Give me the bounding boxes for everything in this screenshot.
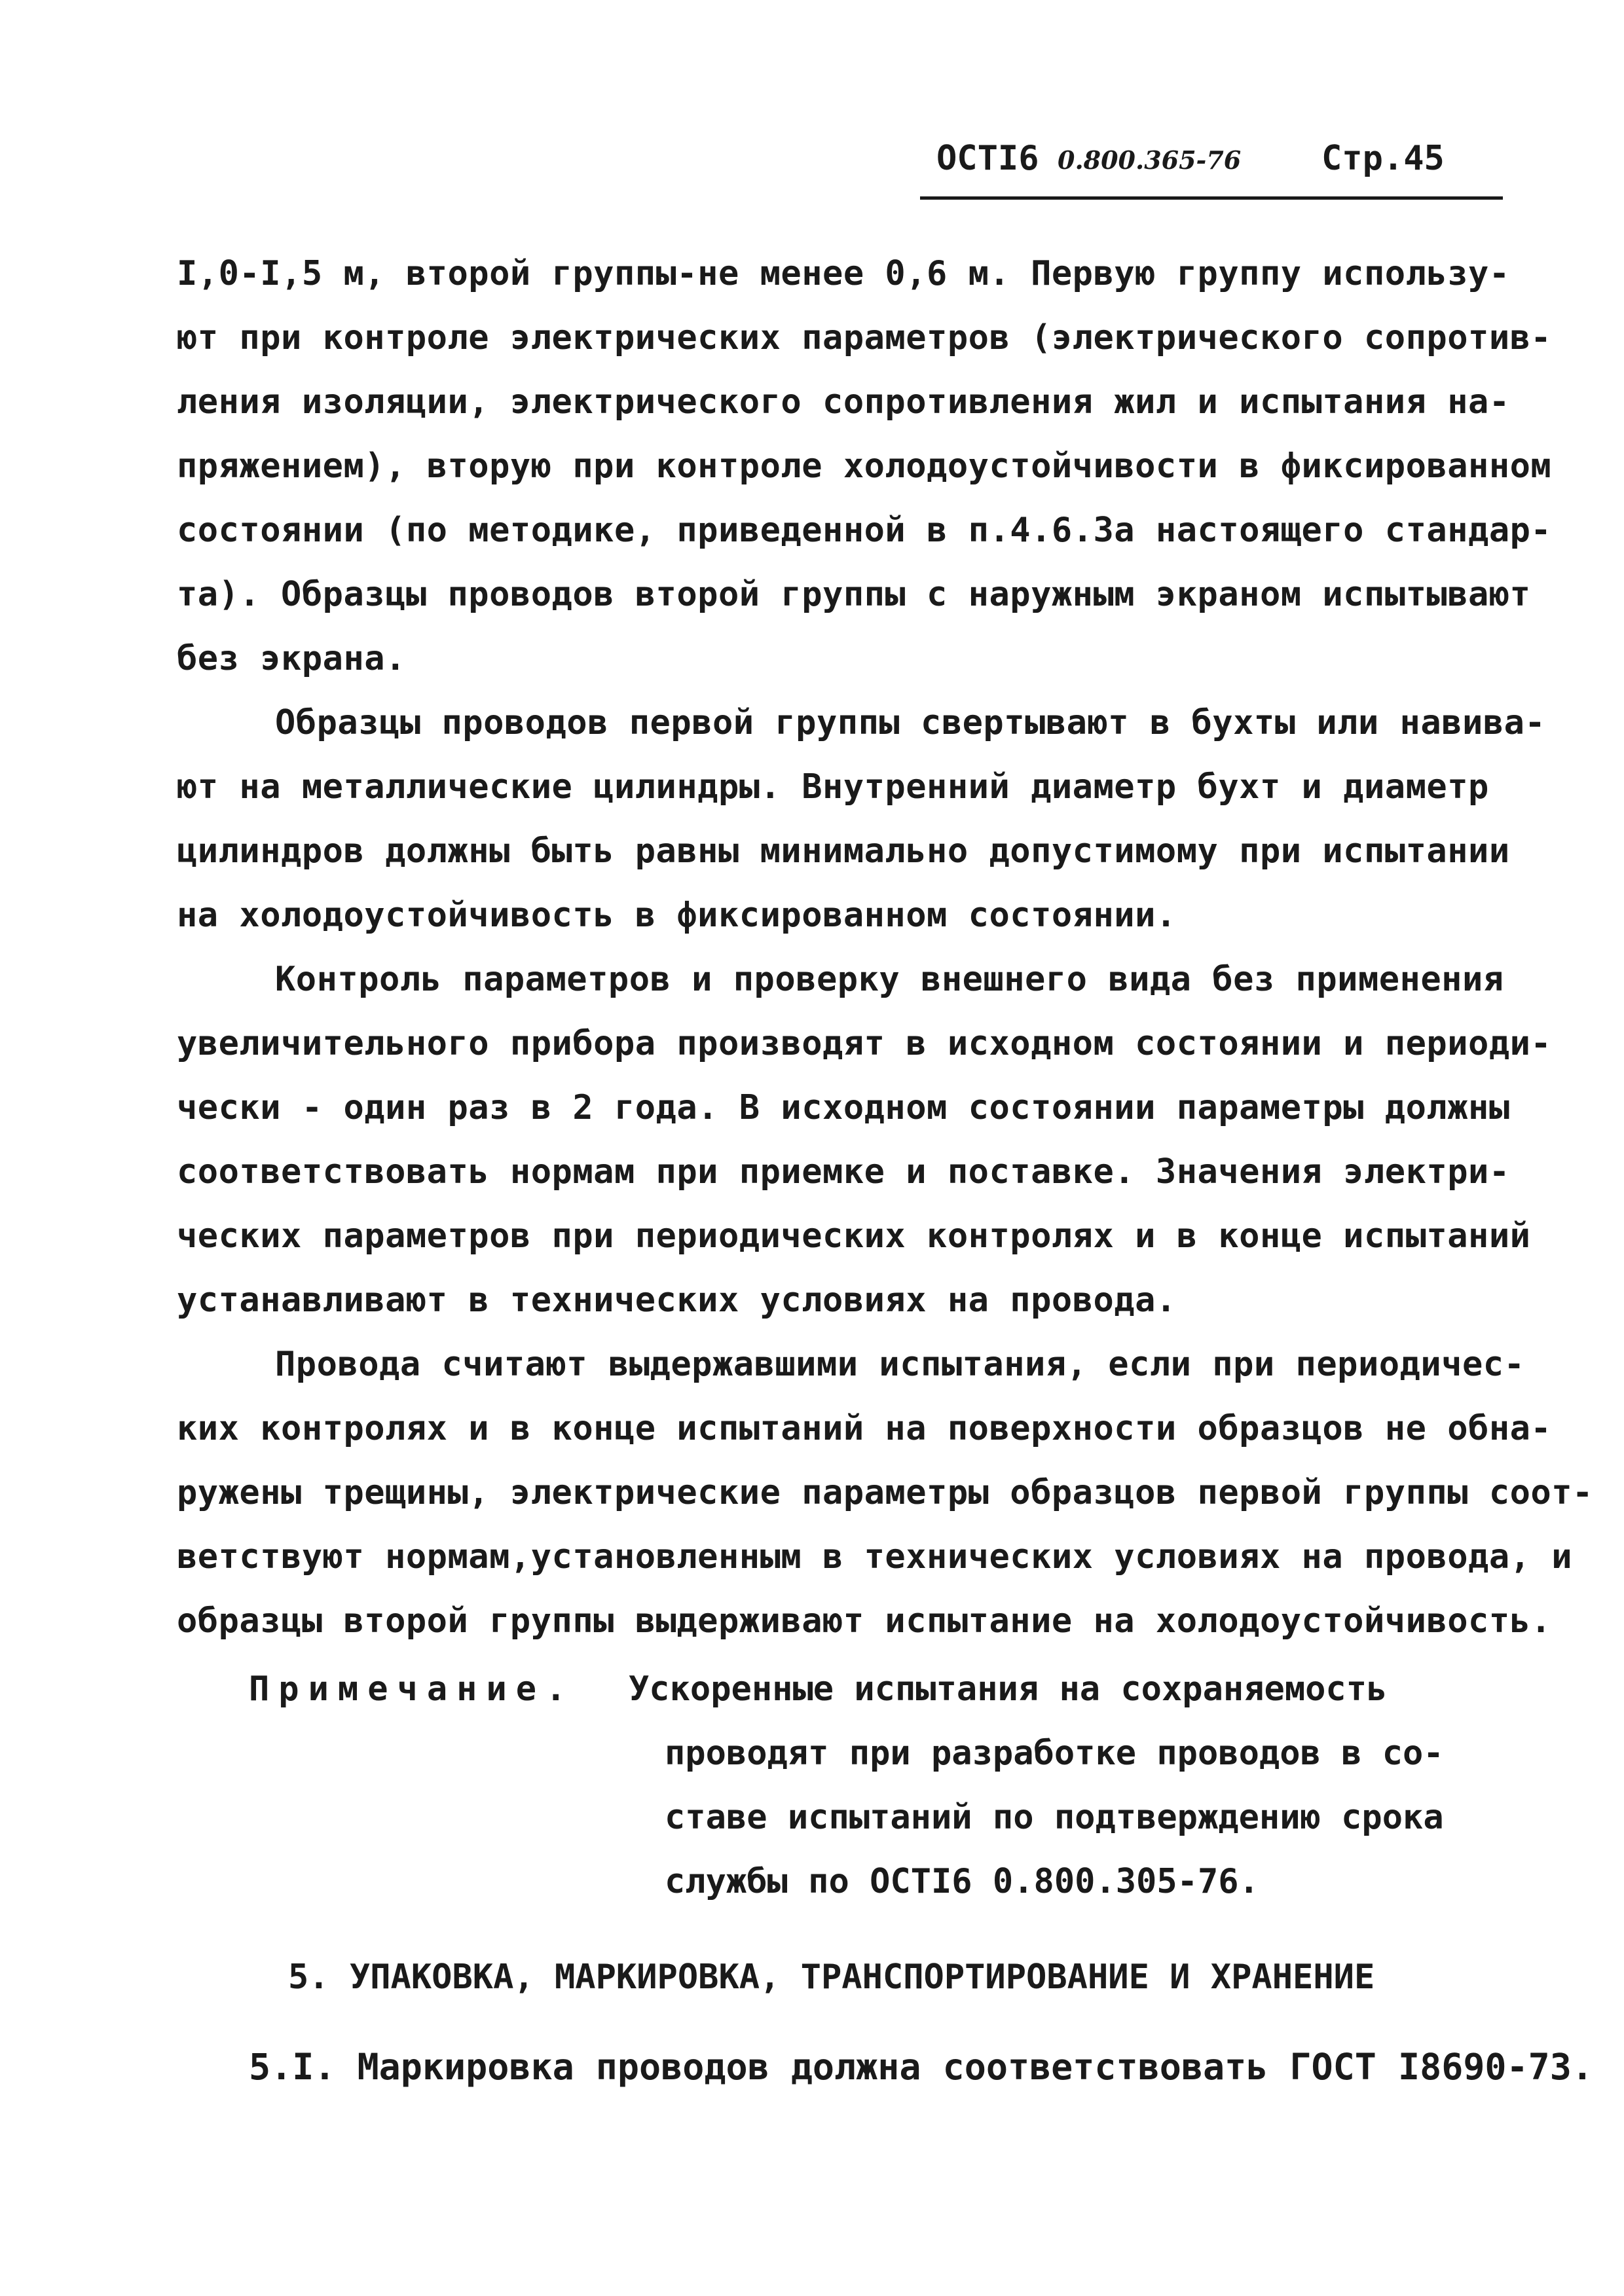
section-heading: 5. УПАКОВКА, МАРКИРОВКА, ТРАНСПОРТИРОВАНИЕ И ХРАНЕНИЕ [288,1958,1375,1997]
paragraph-1-line: I,0-I,5 м, второй группы-не менее 0,6 м. Первую группу использу- [177,254,1510,293]
paragraph-2-line: Образцы проводов первой группы свертывают в бухты или навива- [275,703,1546,742]
paragraph-1-line: пряжением), вторую при контроле холодоустойчивости в фиксированном [177,446,1552,486]
paragraph-1-line: состоянии (по методике, приведенной в п.4.6.3а настоящего стандар- [177,511,1552,550]
page-number: Стр.45 [1321,139,1445,178]
paragraph-4-line: образцы второй группы выдерживают испытание на холодоустойчивость. [177,1601,1552,1641]
paragraph-3-line: устанавливают в технических условиях на провода. [177,1281,1177,1320]
paragraph-4-line: ких контролях и в конце испытаний на поверхности образцов не обна- [177,1409,1552,1448]
note-line: проводят при разработке проводов в со- [665,1734,1444,1773]
paragraph-4-line: Провода считают выдержавшими испытания, если при периодичес- [275,1345,1525,1384]
header-rule [920,196,1503,200]
note-line: Ускоренные испытания на сохраняемость [629,1669,1388,1709]
paragraph-3-line: чески - один раз в 2 года. В исходном состоянии параметры должны [177,1088,1510,1127]
paragraph-1-line: ления изоляции, электрического сопротивления жил и испытания на- [177,382,1510,422]
paragraph-3-line: ческих параметров при периодических контролях и в конце испытаний [177,1216,1531,1256]
handwritten-document-number: 0.800.365-76 [1058,145,1242,175]
document-code: ОСТI6 [936,139,1039,178]
paragraph-3-line: увеличительного прибора производят в исходном состоянии и периоди- [177,1024,1552,1063]
paragraph-2-line: ют на металлические цилиндры. Внутренний диаметр бухт и диаметр [177,767,1489,807]
paragraph-3-line: Контроль параметров и проверку внешнего вида без применения [275,960,1504,999]
note-line: службы по ОСТI6 0.800.305-76. [665,1862,1259,1901]
paragraph-1-line: ют при контроле электрических параметров (электрического сопротив- [177,318,1552,357]
paragraph-2-line: цилиндров должны быть равны минимально допустимому при испытании [177,831,1510,871]
paragraph-4-line: ветствуют нормам,установленным в технических условиях на провода, и [177,1537,1573,1576]
note-label: Примечание. [249,1669,576,1709]
paragraph-1-line: без экрана. [177,639,406,678]
paragraph-2-line: на холодоустойчивость в фиксированном состоянии. [177,896,1177,935]
clause-5-1: 5.I. Маркировка проводов должна соответствовать ГОСТ I8690-73. [249,2046,1593,2088]
paragraph-1-line: та). Образцы проводов второй группы с наружным экраном испытывают [177,575,1531,614]
paragraph-4-line: ружены трещины, электрические параметры образцов первой группы соот- [177,1473,1593,1512]
paragraph-3-line: соответствовать нормам при приемке и поставке. Значения электри- [177,1152,1510,1192]
note-line: ставе испытаний по подтверждению срока [665,1798,1444,1837]
